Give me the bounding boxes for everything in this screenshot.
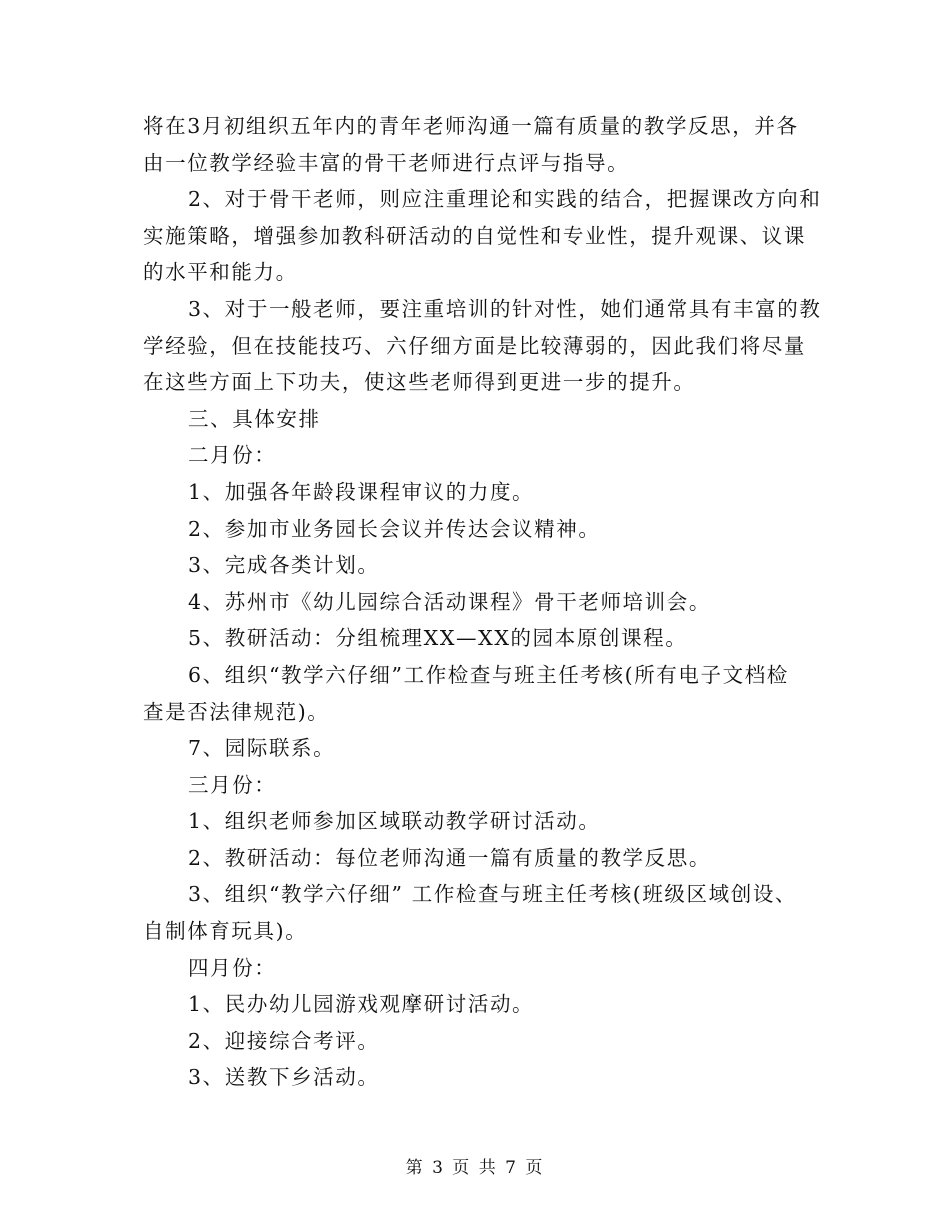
text-line: 5、教研活动：分组梳理XX—XX的园本原创课程。 [188, 626, 688, 651]
text-line: 2、教研活动：每位老师沟通一篇有质量的教学反思。 [188, 845, 711, 870]
text-line: 3、对于一般老师，要注重培训的针对性，她们通常具有丰富的教 [188, 296, 822, 321]
text-line: 自制体育玩具)。 [143, 919, 308, 944]
text-line: 6、组织“教学六仔细”工作检查与班主任考核(所有电子文档检 [188, 662, 789, 687]
page-footer: 第 3 页 共 7 页 [405, 1158, 545, 1178]
text-line: 1、加强各年龄段课程审议的力度。 [188, 479, 535, 504]
text-line: 3、送教下乡活动。 [188, 1065, 380, 1090]
text-line: 7、园际联系。 [188, 736, 336, 761]
text-line: 3、组织“教学六仔细” 工作检查与班主任考核(班级区域创设、 [188, 882, 798, 907]
document-body [143, 108, 822, 1096]
text-line: 二月份： [188, 443, 277, 468]
text-line: 1、民办幼儿园游戏观摩研讨活动。 [188, 992, 535, 1017]
text-line: 2、迎接综合考评。 [188, 1028, 380, 1053]
text-line: 2、对于骨干老师，则应注重理论和实践的结合，把握课改方向和 [188, 187, 822, 212]
text-line: 2、参加市业务园长会议并传达会议精神。 [188, 516, 601, 541]
text-line: 实施策略，增强参加教科研活动的自觉性和专业性，提升观课、议课 [143, 223, 806, 248]
text-line: 1、组织老师参加区域联动教学研讨活动。 [188, 809, 601, 834]
text-line: 在这些方面上下功夫，使这些老师得到更进一步的提升。 [143, 370, 696, 395]
text-line: 三月份： [188, 772, 277, 797]
text-line: 学经验，但在技能技巧、六仔细方面是比较薄弱的，因此我们将尽量 [143, 333, 806, 358]
text-line: 四月份： [188, 955, 277, 980]
text-line: 3、完成各类计划。 [188, 553, 380, 578]
text-line: 将在3月初组织五年内的青年老师沟通一篇有质量的教学反思，并各 [143, 114, 799, 138]
text-line: 三、具体安排 [188, 406, 321, 431]
text-line: 4、苏州市《幼儿园综合活动课程》骨干老师培训会。 [188, 589, 711, 614]
text-line: 的水平和能力。 [143, 260, 298, 285]
text-line: 查是否法律规范)。 [143, 699, 330, 724]
text-line: 由一位教学经验丰富的骨干老师进行点评与指导。 [143, 150, 630, 175]
